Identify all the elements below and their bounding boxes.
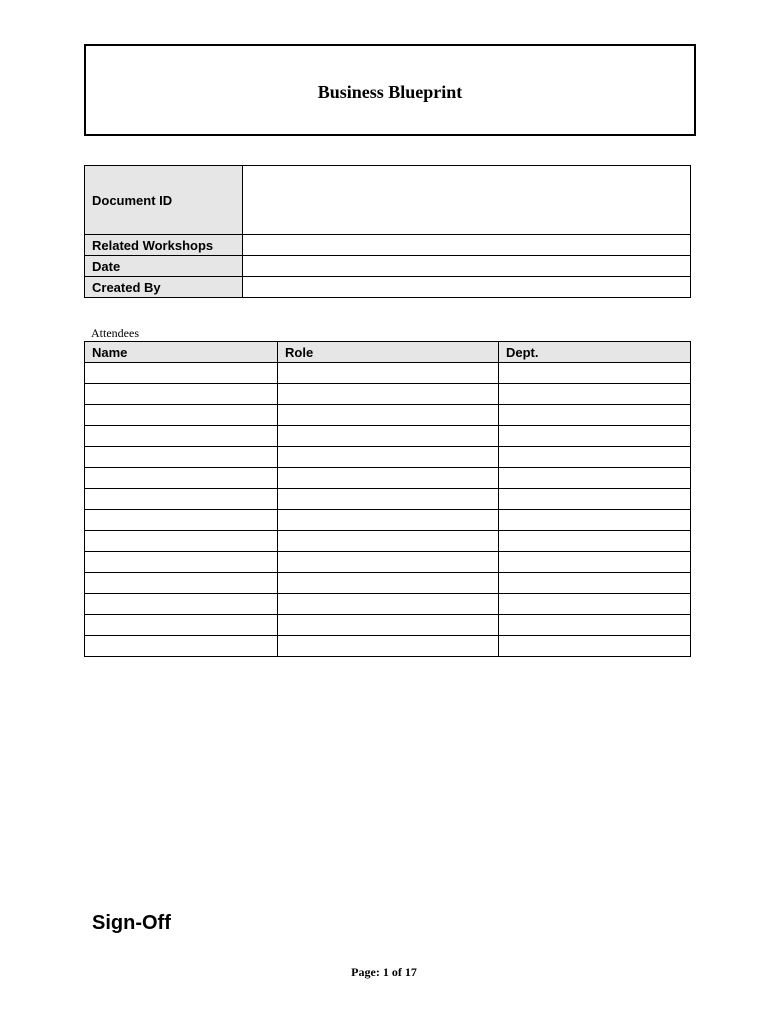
attendee-dept-cell[interactable]: [499, 573, 691, 594]
attendee-dept-cell[interactable]: [499, 531, 691, 552]
attendees-table: [84, 341, 691, 657]
attendee-name-cell[interactable]: [85, 489, 278, 510]
page-number: Page: 1 of 17: [351, 965, 417, 979]
attendees-table-body: [85, 363, 691, 657]
column-header-role: Role: [278, 342, 499, 363]
table-row: [85, 405, 691, 426]
attendee-dept-cell[interactable]: [499, 594, 691, 615]
table-row: [85, 552, 691, 573]
attendee-dept-cell[interactable]: [499, 447, 691, 468]
table-row: [85, 363, 691, 384]
attendees-header-row: [85, 342, 691, 363]
attendee-role-cell[interactable]: [278, 384, 499, 405]
attendee-role-cell[interactable]: [278, 468, 499, 489]
table-row: [85, 615, 691, 636]
document-id-label: Document ID: [85, 166, 243, 235]
document-id-value[interactable]: [243, 166, 691, 235]
table-row: [85, 468, 691, 489]
attendee-role-cell[interactable]: [278, 636, 499, 657]
document-info-table: [84, 165, 691, 298]
attendee-role-cell[interactable]: [278, 552, 499, 573]
attendee-dept-cell[interactable]: [499, 405, 691, 426]
attendee-name-cell[interactable]: [85, 552, 278, 573]
attendee-role-cell[interactable]: [278, 531, 499, 552]
table-row: [85, 426, 691, 447]
table-row: [85, 447, 691, 468]
document-id-row: [85, 166, 691, 235]
date-row: [85, 256, 691, 277]
attendee-name-cell[interactable]: [85, 447, 278, 468]
table-row: [85, 531, 691, 552]
table-row: [85, 594, 691, 615]
related-workshops-value[interactable]: [243, 235, 691, 256]
table-row: [85, 384, 691, 405]
date-value[interactable]: [243, 256, 691, 277]
attendee-name-cell[interactable]: [85, 510, 278, 531]
attendee-role-cell[interactable]: [278, 405, 499, 426]
attendee-dept-cell[interactable]: [499, 552, 691, 573]
title-box: [84, 44, 696, 136]
table-row: [85, 636, 691, 657]
attendee-role-cell[interactable]: [278, 594, 499, 615]
attendee-role-cell[interactable]: [278, 510, 499, 531]
attendee-dept-cell[interactable]: [499, 489, 691, 510]
related-workshops-row: [85, 235, 691, 256]
attendee-dept-cell[interactable]: [499, 384, 691, 405]
attendee-role-cell[interactable]: [278, 615, 499, 636]
attendee-name-cell[interactable]: [85, 594, 278, 615]
table-row: [85, 510, 691, 531]
column-header-name: Name: [85, 342, 278, 363]
attendee-name-cell[interactable]: [85, 405, 278, 426]
attendee-name-cell[interactable]: [85, 573, 278, 594]
column-header-dept: Dept.: [499, 342, 691, 363]
attendee-name-cell[interactable]: [85, 468, 278, 489]
date-label: Date: [85, 256, 243, 277]
attendee-dept-cell[interactable]: [499, 468, 691, 489]
attendee-role-cell[interactable]: [278, 447, 499, 468]
attendee-name-cell[interactable]: [85, 426, 278, 447]
sign-off-heading: Sign-Off: [92, 912, 171, 934]
attendee-role-cell[interactable]: [278, 363, 499, 384]
attendee-dept-cell[interactable]: [499, 636, 691, 657]
attendee-dept-cell[interactable]: [499, 615, 691, 636]
attendee-role-cell[interactable]: [278, 489, 499, 510]
document-title: Business Blueprint: [317, 82, 463, 102]
attendee-dept-cell[interactable]: [499, 510, 691, 531]
related-workshops-label: Related Workshops: [85, 235, 243, 256]
attendee-dept-cell[interactable]: [499, 426, 691, 447]
attendee-name-cell[interactable]: [85, 384, 278, 405]
attendee-role-cell[interactable]: [278, 573, 499, 594]
created-by-label: Created By: [85, 277, 243, 298]
attendee-name-cell[interactable]: [85, 363, 278, 384]
attendees-caption: Attendees: [91, 326, 139, 340]
attendee-name-cell[interactable]: [85, 531, 278, 552]
table-row: [85, 489, 691, 510]
attendee-dept-cell[interactable]: [499, 363, 691, 384]
attendee-name-cell[interactable]: [85, 615, 278, 636]
created-by-value[interactable]: [243, 277, 691, 298]
table-row: [85, 573, 691, 594]
attendee-name-cell[interactable]: [85, 636, 278, 657]
created-by-row: [85, 277, 691, 298]
attendee-role-cell[interactable]: [278, 426, 499, 447]
